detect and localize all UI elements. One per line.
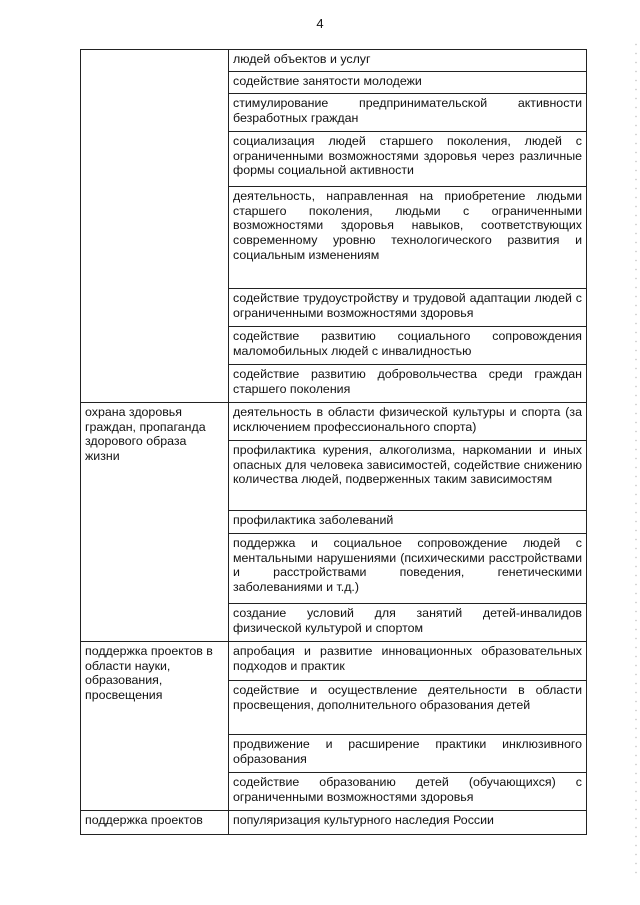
category-cell: охрана здоровья граждан, пропаганда здорового образа жизни: [81, 403, 229, 642]
activity-cell: поддержка и социальное сопровождение людей с ментальными нарушениями (психическими расстройствами и расстройствами поведения, генетическими заболеваниями и т.д.): [229, 534, 587, 604]
activity-cell: деятельность, направленная на приобретение людьми старшего поколения, людьми с ограниченными возможностями здоровья навыков, соответствующих современному уровню технологического развития и социальным изменениям: [229, 187, 587, 289]
activity-cell: популяризация культурного наследия России: [229, 811, 587, 835]
activity-cell: социализация людей старшего поколения, людей с ограниченными возможностями здоровья через различные формы социальной активности: [229, 132, 587, 187]
activity-cell: создание условий для занятий детей-инвалидов физической культурой и спортом: [229, 604, 587, 642]
scan-edge-artifact: [634, 40, 638, 880]
activity-cell: содействие образованию детей (обучающихся) с ограниченными возможностями здоровья: [229, 773, 587, 811]
activity-cell: содействие занятости молодежи: [229, 72, 587, 94]
category-cell: поддержка проектов: [81, 811, 229, 835]
activity-cell: содействие и осуществление деятельности в области просвещения, дополнительного образования детей: [229, 681, 587, 735]
page-number: 4: [316, 16, 324, 31]
activity-cell: профилактика курения, алкоголизма, наркомании и иных опасных для человека зависимостей, содействие снижению количества людей, подверженных таким зависимостям: [229, 441, 587, 511]
category-cell: поддержка проектов в области науки, образования, просвещения: [81, 642, 229, 811]
activities-table: [80, 49, 587, 835]
activity-cell: стимулирование предпринимательской активности безработных граждан: [229, 94, 587, 132]
activity-cell: содействие трудоустройству и трудовой адаптации людей с ограниченными возможностями здоровья: [229, 289, 587, 327]
activity-cell: содействие развитию добровольчества среди граждан старшего поколения: [229, 365, 587, 403]
activity-cell: профилактика заболеваний: [229, 511, 587, 534]
table-row: [81, 403, 587, 441]
table-row: [81, 642, 587, 681]
activity-cell: людей объектов и услуг: [229, 50, 587, 72]
category-cell: [81, 50, 229, 403]
table-row: [81, 50, 587, 72]
table-row: [81, 811, 587, 835]
activity-cell: апробация и развитие инновационных образовательных подходов и практик: [229, 642, 587, 681]
activity-cell: продвижение и расширение практики инклюзивного образования: [229, 735, 587, 773]
activity-cell: содействие развитию социального сопровождения маломобильных людей с инвалидностью: [229, 327, 587, 365]
activity-cell: деятельность в области физической культуры и спорта (за исключением профессионального спорта): [229, 403, 587, 441]
